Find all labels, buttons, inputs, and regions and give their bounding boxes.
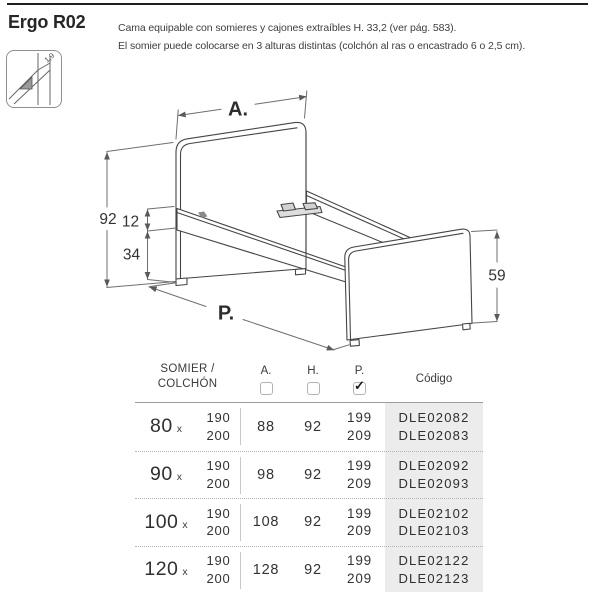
- p-cell: 199 209: [347, 410, 372, 443]
- column-header-h: H.: [292, 365, 334, 395]
- table-row: [135, 451, 483, 499]
- column-header-a: A.: [240, 365, 292, 395]
- dim-label-92: 92: [99, 211, 117, 228]
- column-header-p: P. ✓: [354, 365, 365, 393]
- h-cell: 92: [304, 418, 322, 435]
- a-cell: 88: [257, 418, 275, 435]
- dim-label-12: 12: [121, 213, 140, 231]
- times-glyph: x: [176, 471, 182, 484]
- spec-table: [135, 357, 483, 592]
- times-glyph: x: [176, 423, 182, 436]
- p-cell: 199 209: [347, 553, 372, 586]
- column-separator: [240, 504, 241, 541]
- length-cell: 190 200: [206, 553, 231, 586]
- times-glyph: x: [182, 518, 188, 531]
- footboard-foot-far: [463, 323, 471, 330]
- length-cell: 190 200: [206, 505, 231, 539]
- h-cell: 92: [304, 561, 322, 578]
- checkbox-a[interactable]: [260, 382, 273, 395]
- product-title: Ergo R02: [8, 12, 86, 32]
- p-cell: 199 209: [347, 505, 372, 539]
- length-cell: 190 200: [206, 458, 231, 491]
- table-row: [135, 546, 483, 594]
- edge-detail-icon: [6, 50, 62, 108]
- dim-label-59: 59: [488, 267, 506, 285]
- a-cell: 108: [252, 514, 280, 531]
- edge-detail-drawing: [7, 51, 61, 107]
- headboard-foot-far: [296, 269, 306, 275]
- checkbox-p-checked[interactable]: [353, 378, 366, 395]
- dim-label-34: 34: [122, 246, 141, 264]
- table-row: [135, 403, 483, 451]
- p-cell: 199 209: [347, 458, 372, 491]
- dim-label-depth-P: P.: [217, 302, 235, 325]
- h-cell: 92: [304, 466, 322, 483]
- column-separator: [240, 457, 241, 494]
- a-cell: 128: [252, 561, 280, 578]
- table-row: [135, 498, 483, 546]
- size-cell: 90 x: [150, 463, 182, 486]
- hatch-detail: [20, 77, 32, 89]
- description-line-2: El somier puede colocarse en 3 alturas distintas (colchón al ras o encastrado 6 o 2,5 cm).: [118, 40, 526, 52]
- size-cell: 120 x: [144, 558, 188, 581]
- size-cell: 100 x: [144, 510, 188, 533]
- size-cell: 80 x: [150, 415, 182, 438]
- table-header: [135, 357, 483, 402]
- dim-label-width-A: A.: [228, 98, 248, 121]
- footboard-foot-near: [350, 340, 359, 347]
- checkmark-icon: ✓: [354, 378, 365, 393]
- checkbox-h[interactable]: [307, 382, 320, 395]
- code-cell: DLE02092 DLE02093: [398, 458, 470, 491]
- a-cell: 98: [257, 466, 275, 483]
- headboard-foot-near: [176, 278, 187, 286]
- footboard: [345, 229, 472, 340]
- column-separator: [240, 552, 241, 589]
- length-cell: 190 200: [206, 410, 231, 443]
- times-glyph: x: [182, 566, 188, 579]
- column-header-somier-colchon: SOMIER / COLCHÓN: [157, 363, 218, 390]
- bed-diagram: [70, 85, 520, 360]
- table-rows: [135, 403, 483, 593]
- h-cell: 92: [304, 514, 322, 531]
- code-cell: DLE02102 DLE02103: [398, 505, 470, 539]
- column-separator: [240, 408, 241, 445]
- detail-thickness-label: 1,9: [42, 51, 57, 65]
- code-cell: DLE02082 DLE02083: [398, 410, 470, 443]
- column-header-codigo: Código: [415, 373, 453, 385]
- description-line-1: Cama equipable con somieres y cajones extraíbles H. 33,2 (ver pág. 583).: [118, 22, 457, 34]
- code-cell: DLE02122 DLE02123: [398, 553, 470, 586]
- top-rule: [7, 3, 588, 5]
